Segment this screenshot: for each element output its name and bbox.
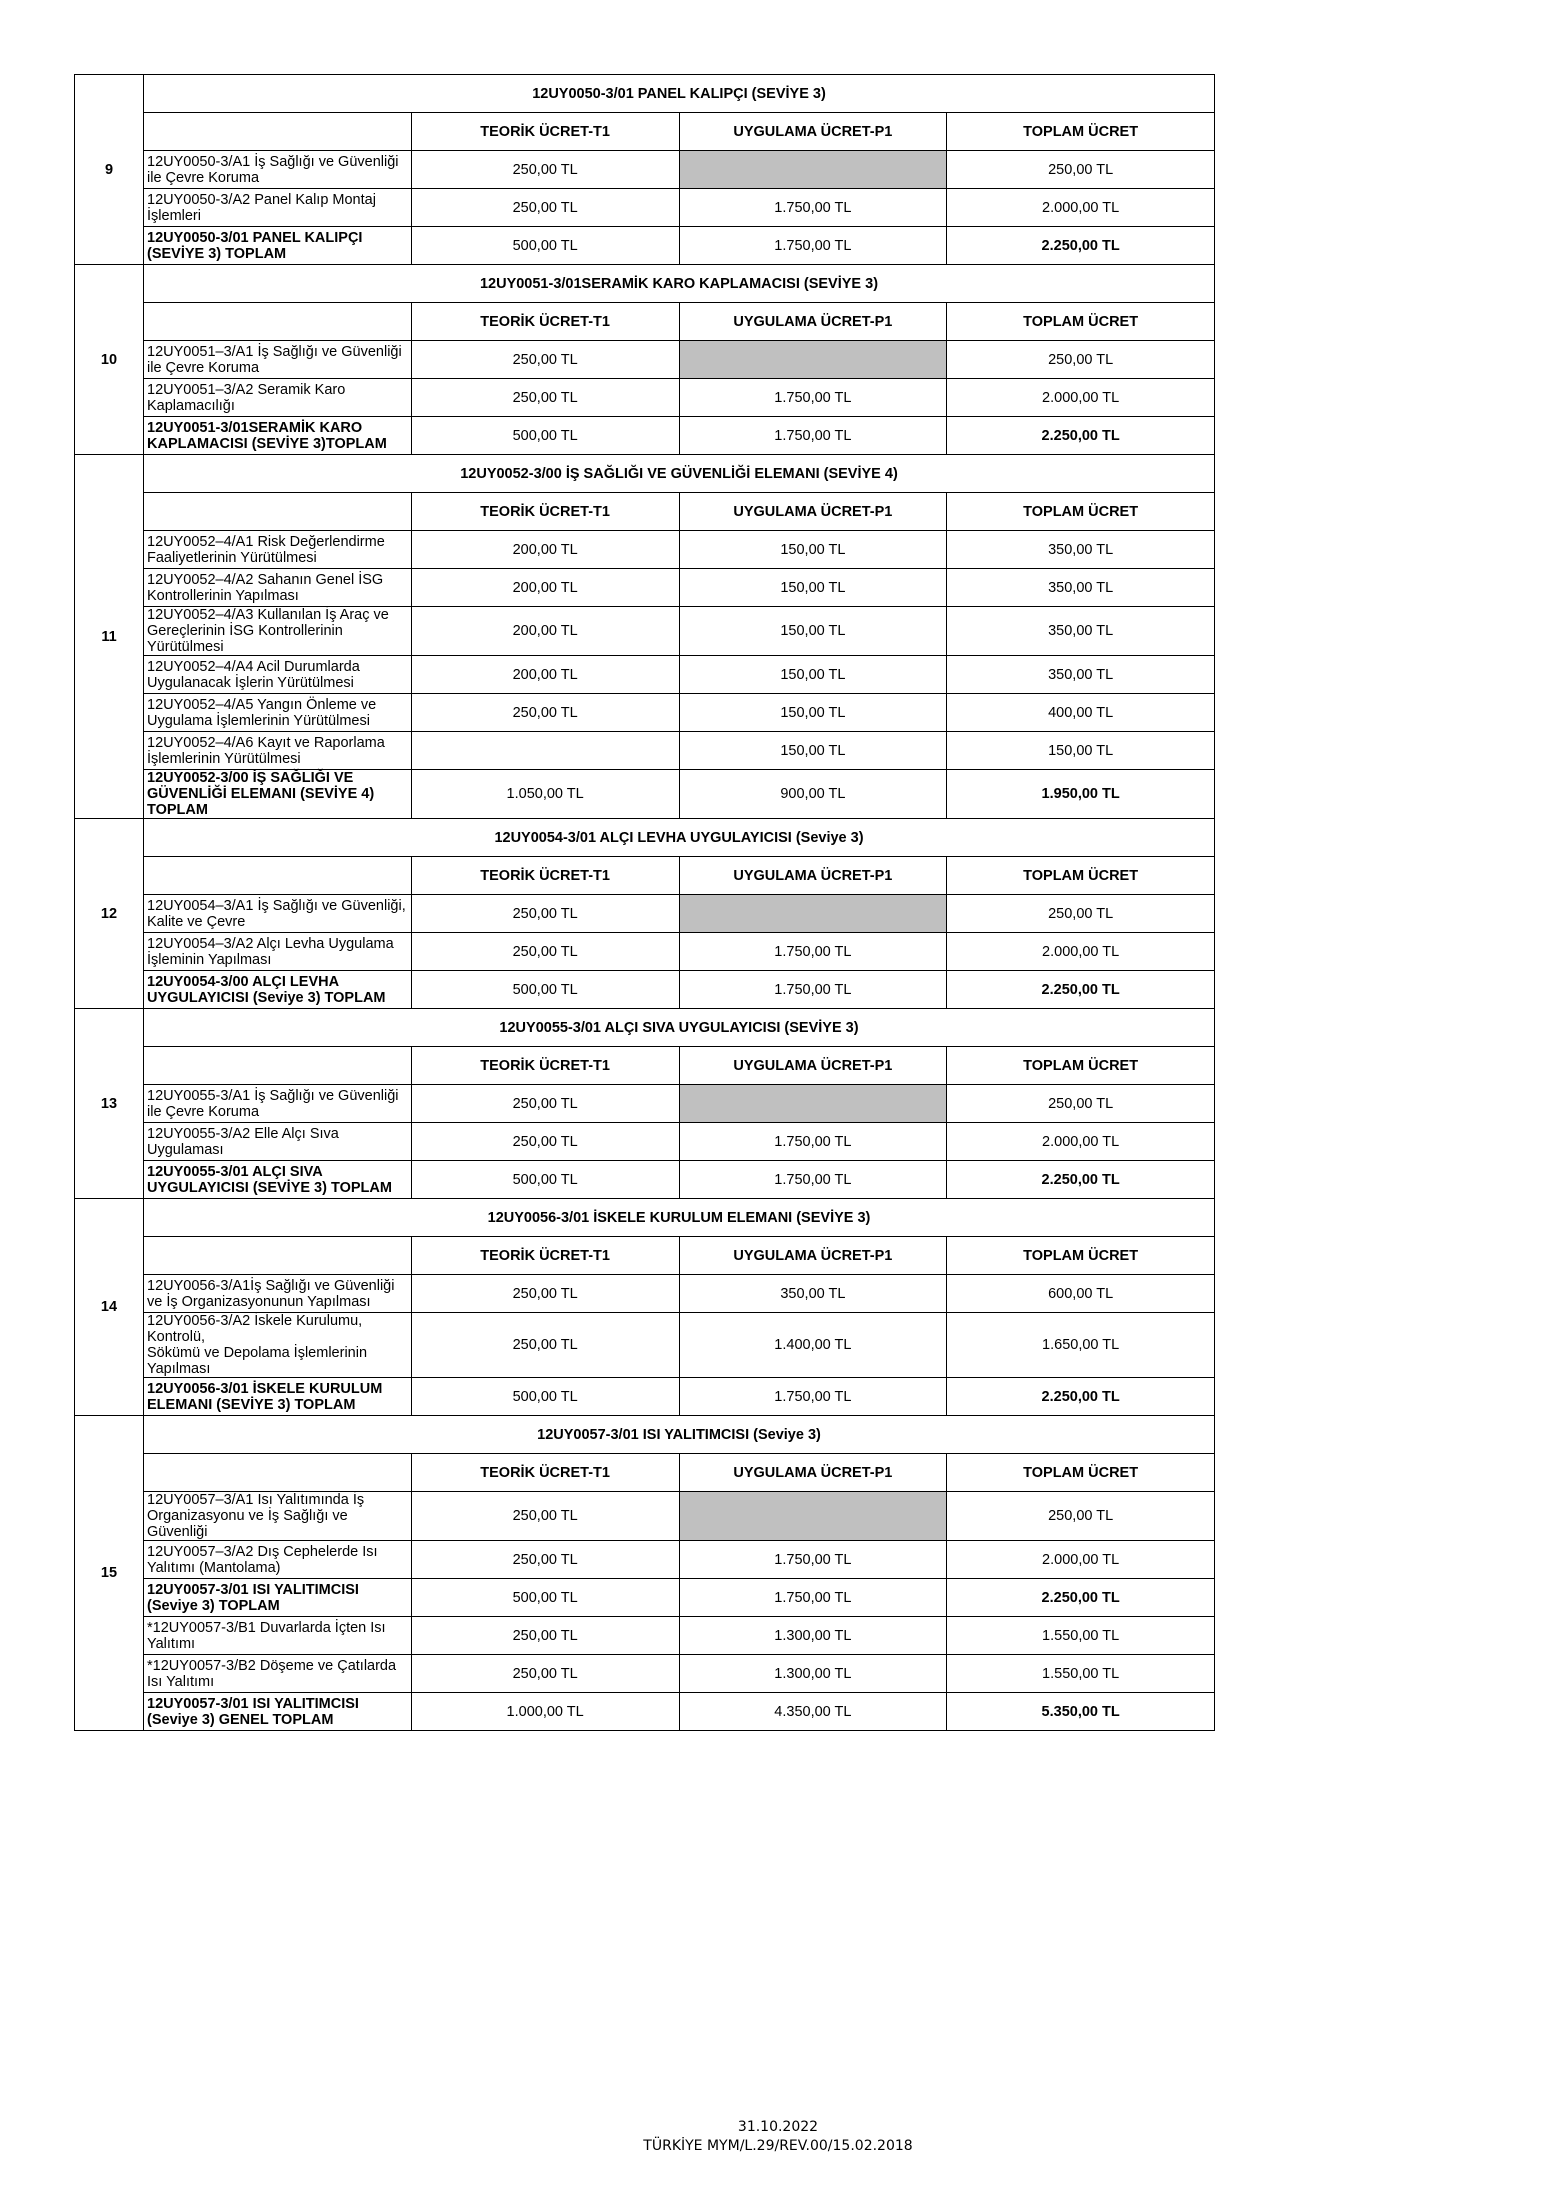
header-practice-fee: UYGULAMA ÜCRET-P1 bbox=[679, 1237, 947, 1275]
header-theory-fee: TEORİK ÜCRET-T1 bbox=[411, 857, 679, 895]
column-header-row bbox=[75, 1047, 1215, 1085]
practice-fee: 1.750,00 TL bbox=[679, 1541, 947, 1579]
header-blank-cell bbox=[144, 1237, 412, 1275]
unit-name: 12UY0055-3/A1 İş Sağlığı ve Güvenliği ile Çevre Koruma bbox=[147, 1087, 399, 1120]
unit-row bbox=[75, 732, 1215, 770]
header-total-fee: TOPLAM ÜCRET bbox=[947, 113, 1215, 151]
unit-name: 12UY0052–4/A2 Sahanın Genel İSG Kontrollerinin Yapılması bbox=[147, 571, 384, 604]
total-fee: 2.000,00 TL bbox=[947, 1541, 1215, 1579]
practice-fee: 1.750,00 TL bbox=[679, 227, 947, 265]
header-theory-fee: TEORİK ÜCRET-T1 bbox=[411, 1237, 679, 1275]
total-fee: 1.950,00 TL bbox=[947, 770, 1215, 819]
group-title: 12UY0055-3/01 ALÇI SIVA UYGULAYICISI (SEVİYE 3) bbox=[144, 1009, 1215, 1047]
total-fee: 250,00 TL bbox=[947, 1085, 1215, 1123]
unit-name-cell bbox=[144, 1492, 412, 1541]
unit-name-cell bbox=[144, 971, 412, 1009]
theory-fee bbox=[411, 732, 679, 770]
unit-row bbox=[75, 694, 1215, 732]
theory-fee: 500,00 TL bbox=[411, 417, 679, 455]
unit-name-line2: Organizasyonu ve İş Sağlığı ve Güvenliği bbox=[147, 1508, 348, 1540]
practice-fee: 150,00 TL bbox=[679, 607, 947, 656]
unit-name-cell bbox=[144, 151, 412, 189]
total-fee: 350,00 TL bbox=[947, 607, 1215, 656]
footer-date: 31.10.2022 bbox=[737, 2119, 819, 2135]
group-title-row bbox=[75, 75, 1215, 113]
theory-fee: 250,00 TL bbox=[411, 1313, 679, 1378]
total-fee: 2.000,00 TL bbox=[947, 933, 1215, 971]
unit-name: 12UY0054–3/A2 Alçı Levha Uygulama İşleminin Yapılması bbox=[147, 935, 394, 968]
total-fee: 1.550,00 TL bbox=[947, 1655, 1215, 1693]
unit-row bbox=[75, 531, 1215, 569]
unit-name-cell bbox=[144, 1275, 412, 1313]
theory-fee: 250,00 TL bbox=[411, 694, 679, 732]
practice-fee: 900,00 TL bbox=[679, 770, 947, 819]
total-fee: 250,00 TL bbox=[947, 151, 1215, 189]
practice-fee: 350,00 TL bbox=[679, 1275, 947, 1313]
total-fee: 350,00 TL bbox=[947, 569, 1215, 607]
unit-name-cell bbox=[144, 607, 412, 656]
group-number: 13 bbox=[75, 1009, 144, 1199]
theory-fee: 250,00 TL bbox=[411, 933, 679, 971]
group-title-row bbox=[75, 1199, 1215, 1237]
group-title-row bbox=[75, 1416, 1215, 1454]
group-number: 9 bbox=[75, 75, 144, 265]
practice-fee: 1.300,00 TL bbox=[679, 1655, 947, 1693]
practice-fee: 150,00 TL bbox=[679, 531, 947, 569]
total-fee: 2.250,00 TL bbox=[947, 1579, 1215, 1617]
unit-name: 12UY0052–4/A1 Risk Değerlendirme Faaliyetlerinin Yürütülmesi bbox=[147, 533, 385, 566]
unit-name: *12UY0057-3/B1 Duvarlarda İçten Isı Yalıtımı bbox=[147, 1619, 386, 1652]
unit-name-cell bbox=[144, 732, 412, 770]
unit-name-cell bbox=[144, 227, 412, 265]
theory-fee: 1.000,00 TL bbox=[411, 1693, 679, 1731]
unit-name: 12UY0052–4/A3 Kullanılan İş Araç ve Gereçlerinin İSG Kontrollerinin Yürütülmesi bbox=[147, 607, 389, 655]
total-fee: 350,00 TL bbox=[947, 656, 1215, 694]
unit-name: 12UY0056-3/01 İSKELE KURULUM ELEMANI (SEVİYE 3) TOPLAM bbox=[147, 1380, 383, 1413]
practice-fee: 1.400,00 TL bbox=[679, 1313, 947, 1378]
total-fee: 250,00 TL bbox=[947, 1492, 1215, 1541]
unit-name-cell bbox=[144, 1579, 412, 1617]
header-blank-cell bbox=[144, 303, 412, 341]
unit-name-cell bbox=[144, 1378, 412, 1416]
total-row bbox=[75, 417, 1215, 455]
unit-name-cell bbox=[144, 1655, 412, 1693]
column-header-row bbox=[75, 493, 1215, 531]
theory-fee: 500,00 TL bbox=[411, 1579, 679, 1617]
group-title-row bbox=[75, 1009, 1215, 1047]
fee-table bbox=[74, 74, 1215, 1731]
footer-document-code: TÜRKİYE MYM/L.29/REV.00/15.02.2018 bbox=[643, 2138, 913, 2154]
unit-name-cell bbox=[144, 1161, 412, 1199]
group-title-row bbox=[75, 265, 1215, 303]
unit-row bbox=[75, 895, 1215, 933]
unit-name: 12UY0052–4/A4 Acil Durumlarda Uygulanacak İşlerin Yürütülmesi bbox=[147, 658, 360, 691]
theory-fee: 250,00 TL bbox=[411, 1541, 679, 1579]
unit-name-cell bbox=[144, 379, 412, 417]
unit-name-cell bbox=[144, 531, 412, 569]
practice-fee: 150,00 TL bbox=[679, 694, 947, 732]
practice-fee: 1.750,00 TL bbox=[679, 189, 947, 227]
practice-fee: 1.750,00 TL bbox=[679, 379, 947, 417]
column-header-row bbox=[75, 1237, 1215, 1275]
unit-row bbox=[75, 1492, 1215, 1541]
column-header-row bbox=[75, 857, 1215, 895]
practice-fee: 1.750,00 TL bbox=[679, 1579, 947, 1617]
unit-name-cell bbox=[144, 1617, 412, 1655]
theory-fee: 250,00 TL bbox=[411, 1275, 679, 1313]
unit-row bbox=[75, 1085, 1215, 1123]
unit-name-cell bbox=[144, 1313, 412, 1378]
group-number: 11 bbox=[75, 455, 144, 819]
unit-name: 12UY0050-3/A2 Panel Kalıp Montaj İşlemleri bbox=[147, 191, 376, 224]
group-number: 12 bbox=[75, 819, 144, 1009]
practice-fee-na bbox=[679, 1492, 947, 1541]
unit-row bbox=[75, 1541, 1215, 1579]
theory-fee: 1.050,00 TL bbox=[411, 770, 679, 819]
total-fee: 2.000,00 TL bbox=[947, 1123, 1215, 1161]
theory-fee: 250,00 TL bbox=[411, 1655, 679, 1693]
theory-fee: 250,00 TL bbox=[411, 1085, 679, 1123]
unit-row bbox=[75, 341, 1215, 379]
group-title: 12UY0051-3/01SERAMİK KARO KAPLAMACISI (SEVİYE 3) bbox=[144, 265, 1215, 303]
header-practice-fee: UYGULAMA ÜCRET-P1 bbox=[679, 1047, 947, 1085]
unit-name: 12UY0051–3/A1 İş Sağlığı ve Güvenliği ile Çevre Koruma bbox=[147, 343, 402, 376]
unit-name: 12UY0050-3/A1 İş Sağlığı ve Güvenliği ile Çevre Koruma bbox=[147, 153, 399, 186]
total-row bbox=[75, 227, 1215, 265]
unit-name: 12UY0056-3/A2 İskele Kurulumu, Kontrolü, bbox=[147, 1313, 363, 1345]
column-header-row bbox=[75, 1454, 1215, 1492]
unit-name: 12UY0057–3/A1 Isı Yalıtımında İş bbox=[147, 1492, 365, 1508]
unit-name: 12UY0057–3/A2 Dış Cephelerde Isı Yalıtımı (Mantolama) bbox=[147, 1543, 378, 1576]
unit-name: 12UY0052-3/00 İŞ SAĞLIĞI VE GÜVENLİĞİ ELEMANI (SEVİYE 4) TOPLAM bbox=[147, 770, 375, 818]
theory-fee: 500,00 TL bbox=[411, 1378, 679, 1416]
unit-row bbox=[75, 1313, 1215, 1378]
total-fee: 600,00 TL bbox=[947, 1275, 1215, 1313]
theory-fee: 250,00 TL bbox=[411, 1617, 679, 1655]
group-number: 14 bbox=[75, 1199, 144, 1416]
header-blank-cell bbox=[144, 857, 412, 895]
header-blank-cell bbox=[144, 1454, 412, 1492]
unit-name-cell bbox=[144, 341, 412, 379]
header-total-fee: TOPLAM ÜCRET bbox=[947, 493, 1215, 531]
unit-name-cell bbox=[144, 189, 412, 227]
header-total-fee: TOPLAM ÜCRET bbox=[947, 1454, 1215, 1492]
unit-name-cell bbox=[144, 417, 412, 455]
header-total-fee: TOPLAM ÜCRET bbox=[947, 1237, 1215, 1275]
theory-fee: 200,00 TL bbox=[411, 531, 679, 569]
practice-fee: 1.300,00 TL bbox=[679, 1617, 947, 1655]
header-practice-fee: UYGULAMA ÜCRET-P1 bbox=[679, 493, 947, 531]
total-fee: 2.250,00 TL bbox=[947, 417, 1215, 455]
practice-fee: 150,00 TL bbox=[679, 732, 947, 770]
practice-fee: 150,00 TL bbox=[679, 569, 947, 607]
header-blank-cell bbox=[144, 113, 412, 151]
theory-fee: 200,00 TL bbox=[411, 569, 679, 607]
total-fee: 2.250,00 TL bbox=[947, 1161, 1215, 1199]
practice-fee-na bbox=[679, 895, 947, 933]
theory-fee: 500,00 TL bbox=[411, 227, 679, 265]
practice-fee: 1.750,00 TL bbox=[679, 971, 947, 1009]
unit-name: 12UY0054-3/00 ALÇI LEVHA UYGULAYICISI (Seviye 3) TOPLAM bbox=[147, 973, 386, 1006]
unit-row bbox=[75, 1655, 1215, 1693]
group-title: 12UY0056-3/01 İSKELE KURULUM ELEMANI (SEVİYE 3) bbox=[144, 1199, 1215, 1237]
unit-name: 12UY0052–4/A5 Yangın Önleme ve Uygulama İşlemlerinin Yürütülmesi bbox=[147, 696, 377, 729]
total-fee: 350,00 TL bbox=[947, 531, 1215, 569]
total-row bbox=[75, 1378, 1215, 1416]
theory-fee: 250,00 TL bbox=[411, 895, 679, 933]
total-fee: 400,00 TL bbox=[947, 694, 1215, 732]
total-fee: 250,00 TL bbox=[947, 895, 1215, 933]
header-practice-fee: UYGULAMA ÜCRET-P1 bbox=[679, 113, 947, 151]
header-theory-fee: TEORİK ÜCRET-T1 bbox=[411, 1047, 679, 1085]
unit-name: 12UY0054–3/A1 İş Sağlığı ve Güvenliği, Kalite ve Çevre bbox=[147, 897, 406, 930]
unit-name: 12UY0057-3/01 ISI YALITIMCISI (Seviye 3) GENEL TOPLAM bbox=[147, 1695, 359, 1728]
practice-fee-na bbox=[679, 1085, 947, 1123]
unit-name: 12UY0051-3/01SERAMİK KARO KAPLAMACISI (SEVİYE 3)TOPLAM bbox=[147, 419, 387, 452]
unit-name-cell bbox=[144, 569, 412, 607]
theory-fee: 250,00 TL bbox=[411, 379, 679, 417]
page-footer bbox=[0, 2118, 1556, 2156]
unit-row bbox=[75, 1123, 1215, 1161]
unit-row bbox=[75, 189, 1215, 227]
header-total-fee: TOPLAM ÜCRET bbox=[947, 303, 1215, 341]
total-fee: 250,00 TL bbox=[947, 341, 1215, 379]
practice-fee: 150,00 TL bbox=[679, 656, 947, 694]
unit-row bbox=[75, 933, 1215, 971]
header-practice-fee: UYGULAMA ÜCRET-P1 bbox=[679, 1454, 947, 1492]
practice-fee: 1.750,00 TL bbox=[679, 1123, 947, 1161]
unit-name: 12UY0051–3/A2 Seramik Karo Kaplamacılığı bbox=[147, 381, 346, 414]
unit-name: 12UY0052–4/A6 Kayıt ve Raporlama İşlemlerinin Yürütülmesi bbox=[147, 734, 385, 767]
header-blank-cell bbox=[144, 493, 412, 531]
total-fee: 2.250,00 TL bbox=[947, 971, 1215, 1009]
unit-name-line2: Sökümü ve Depolama İşlemlerinin Yapılması bbox=[147, 1345, 368, 1377]
practice-fee-na bbox=[679, 341, 947, 379]
theory-fee: 250,00 TL bbox=[411, 151, 679, 189]
group-number: 15 bbox=[75, 1416, 144, 1731]
theory-fee: 250,00 TL bbox=[411, 1123, 679, 1161]
total-fee: 2.250,00 TL bbox=[947, 227, 1215, 265]
header-blank-cell bbox=[144, 1047, 412, 1085]
unit-name-cell bbox=[144, 694, 412, 732]
practice-fee-na bbox=[679, 151, 947, 189]
practice-fee: 4.350,00 TL bbox=[679, 1693, 947, 1731]
unit-name: 12UY0055-3/01 ALÇI SIVA UYGULAYICISI (SEVİYE 3) TOPLAM bbox=[147, 1163, 392, 1196]
header-theory-fee: TEORİK ÜCRET-T1 bbox=[411, 1454, 679, 1492]
total-row bbox=[75, 971, 1215, 1009]
theory-fee: 500,00 TL bbox=[411, 1161, 679, 1199]
total-fee: 2.000,00 TL bbox=[947, 189, 1215, 227]
unit-name-cell bbox=[144, 933, 412, 971]
total-row bbox=[75, 1693, 1215, 1731]
practice-fee: 1.750,00 TL bbox=[679, 417, 947, 455]
unit-name-cell bbox=[144, 1693, 412, 1731]
group-title: 12UY0052-3/00 İŞ SAĞLIĞI VE GÜVENLİĞİ ELEMANI (SEVİYE 4) bbox=[144, 455, 1215, 493]
unit-name-cell bbox=[144, 1085, 412, 1123]
unit-name-cell bbox=[144, 656, 412, 694]
unit-name-cell bbox=[144, 895, 412, 933]
total-row bbox=[75, 1161, 1215, 1199]
total-row bbox=[75, 770, 1215, 819]
group-title-row bbox=[75, 819, 1215, 857]
unit-row bbox=[75, 569, 1215, 607]
theory-fee: 500,00 TL bbox=[411, 971, 679, 1009]
header-theory-fee: TEORİK ÜCRET-T1 bbox=[411, 493, 679, 531]
unit-row bbox=[75, 1275, 1215, 1313]
total-fee: 5.350,00 TL bbox=[947, 1693, 1215, 1731]
unit-name-cell bbox=[144, 770, 412, 819]
unit-row bbox=[75, 656, 1215, 694]
group-number: 10 bbox=[75, 265, 144, 455]
unit-row bbox=[75, 607, 1215, 656]
unit-name: 12UY0056-3/A1İş Sağlığı ve Güvenliği ve İş Organizasyonunun Yapılması bbox=[147, 1277, 395, 1310]
unit-name-cell bbox=[144, 1123, 412, 1161]
theory-fee: 250,00 TL bbox=[411, 189, 679, 227]
column-header-row bbox=[75, 303, 1215, 341]
group-title: 12UY0054-3/01 ALÇI LEVHA UYGULAYICISI (Seviye 3) bbox=[144, 819, 1215, 857]
unit-name: 12UY0055-3/A2 Elle Alçı Sıva Uygulaması bbox=[147, 1125, 339, 1158]
unit-row bbox=[75, 1617, 1215, 1655]
unit-name: *12UY0057-3/B2 Döşeme ve Çatılarda Isı Yalıtımı bbox=[147, 1657, 397, 1690]
practice-fee: 1.750,00 TL bbox=[679, 1161, 947, 1199]
header-practice-fee: UYGULAMA ÜCRET-P1 bbox=[679, 857, 947, 895]
group-title: 12UY0057-3/01 ISI YALITIMCISI (Seviye 3) bbox=[144, 1416, 1215, 1454]
unit-row bbox=[75, 151, 1215, 189]
group-title: 12UY0050-3/01 PANEL KALIPÇI (SEVİYE 3) bbox=[144, 75, 1215, 113]
total-fee: 2.250,00 TL bbox=[947, 1378, 1215, 1416]
theory-fee: 200,00 TL bbox=[411, 607, 679, 656]
total-fee: 150,00 TL bbox=[947, 732, 1215, 770]
theory-fee: 250,00 TL bbox=[411, 341, 679, 379]
total-fee: 1.650,00 TL bbox=[947, 1313, 1215, 1378]
header-theory-fee: TEORİK ÜCRET-T1 bbox=[411, 113, 679, 151]
practice-fee: 1.750,00 TL bbox=[679, 1378, 947, 1416]
header-theory-fee: TEORİK ÜCRET-T1 bbox=[411, 303, 679, 341]
total-row bbox=[75, 1579, 1215, 1617]
column-header-row bbox=[75, 113, 1215, 151]
practice-fee: 1.750,00 TL bbox=[679, 933, 947, 971]
header-total-fee: TOPLAM ÜCRET bbox=[947, 1047, 1215, 1085]
fee-table-body bbox=[75, 75, 1215, 1731]
group-title-row bbox=[75, 455, 1215, 493]
total-fee: 1.550,00 TL bbox=[947, 1617, 1215, 1655]
theory-fee: 200,00 TL bbox=[411, 656, 679, 694]
unit-name: 12UY0057-3/01 ISI YALITIMCISI (Seviye 3) TOPLAM bbox=[147, 1581, 359, 1614]
unit-name-cell bbox=[144, 1541, 412, 1579]
unit-row bbox=[75, 379, 1215, 417]
header-total-fee: TOPLAM ÜCRET bbox=[947, 857, 1215, 895]
theory-fee: 250,00 TL bbox=[411, 1492, 679, 1541]
total-fee: 2.000,00 TL bbox=[947, 379, 1215, 417]
header-practice-fee: UYGULAMA ÜCRET-P1 bbox=[679, 303, 947, 341]
unit-name: 12UY0050-3/01 PANEL KALIPÇI (SEVİYE 3) TOPLAM bbox=[147, 229, 363, 262]
